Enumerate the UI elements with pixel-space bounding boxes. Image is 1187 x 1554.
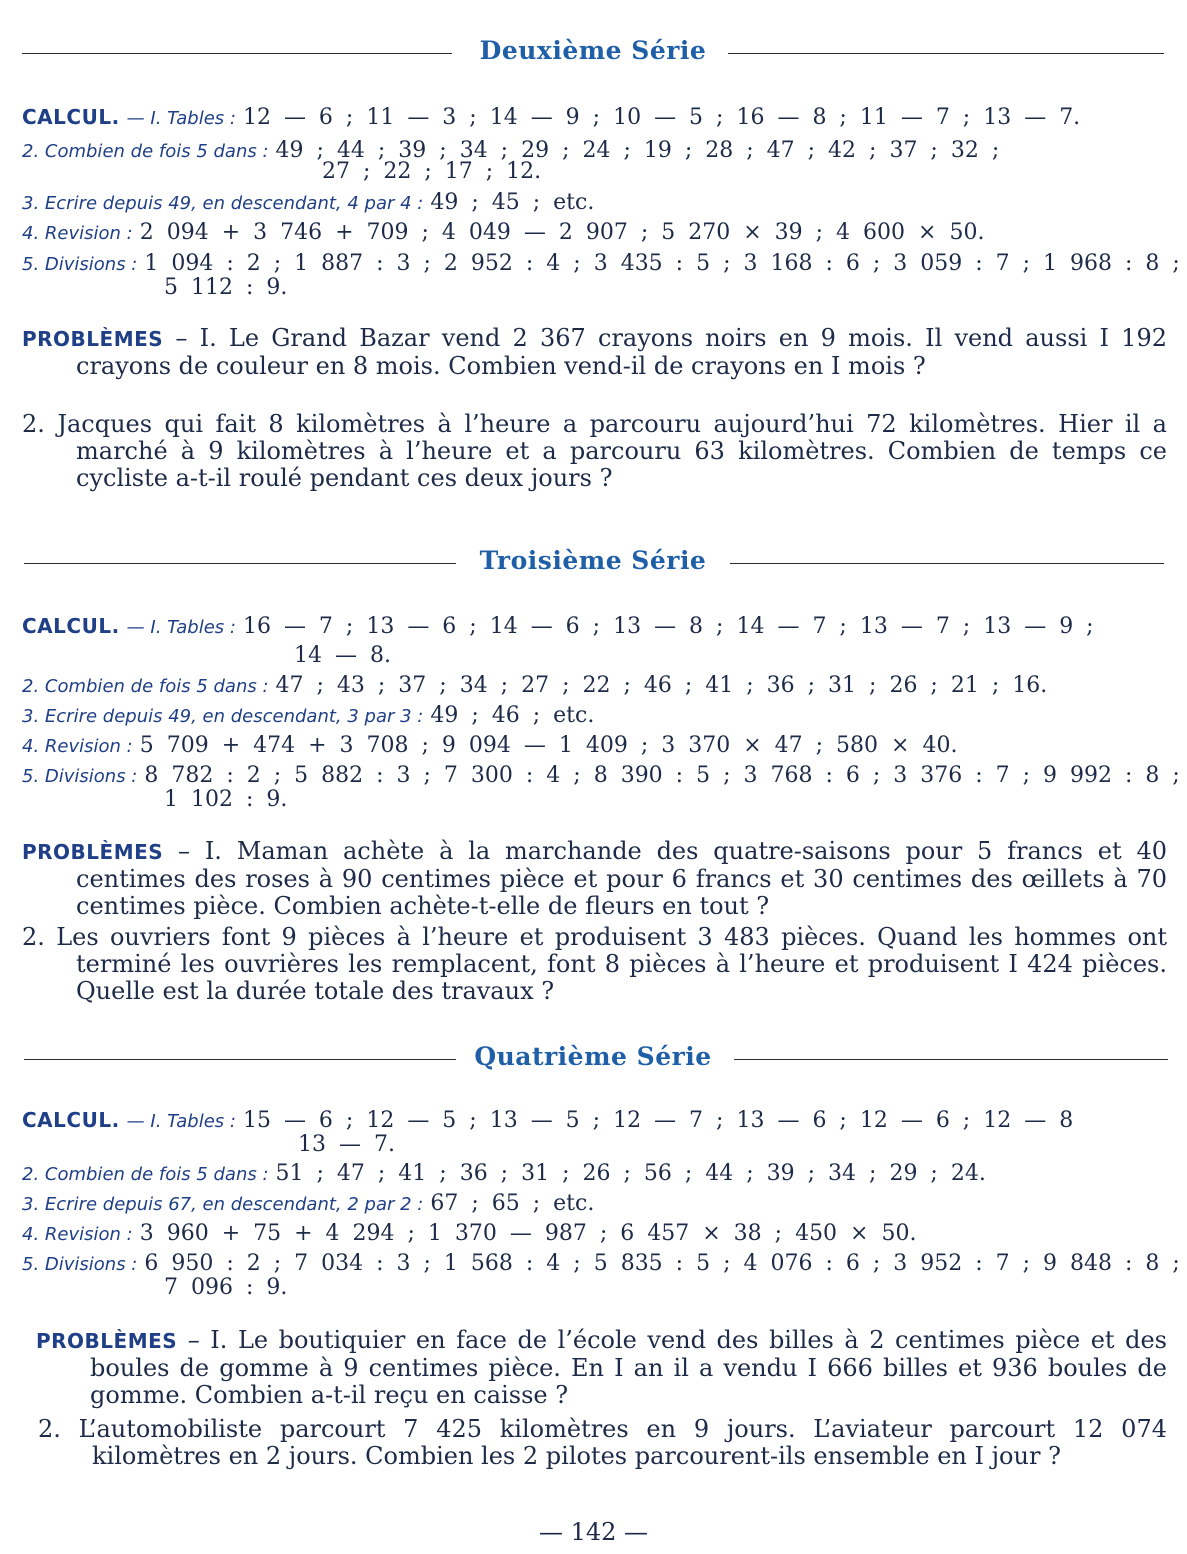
calc-line-ecrire [22, 1189, 1167, 1220]
exercise-values-continued: 27 ; 22 ; 17 ; 12. [322, 159, 542, 184]
section-title: Troisième Série [468, 546, 719, 575]
exercise-values: 16 — 7 ; 13 — 6 ; 14 — 6 ; 13 — 8 ; 14 — 7 ; 13 — 7 ; 13 — 9 ; [242, 614, 1094, 639]
exercise-values: 6 950 : 2 ; 7 034 : 3 ; 1 568 : 4 ; 5 835 : 5 ; 4 076 : 6 ; 3 952 : 7 ; 9 848 : 8 ; [144, 1251, 1180, 1276]
problems-label: PROBLÈMES [22, 327, 164, 351]
exercise-values: 47 ; 43 ; 37 ; 34 ; 27 ; 22 ; 46 ; 41 ; 36 ; 31 ; 26 ; 21 ; 16. [275, 673, 1048, 698]
calc-line-revision [22, 731, 1167, 762]
problem-text: Maman achète à la marchande des quatre-saisons pour 5 francs et 40 centimes des roses à 90 centimes pièce et pour 6 francs et 30 centimes des œillets à 70 centimes pièce. Combien achète-t-elle de fleurs en tout ? [76, 837, 1168, 920]
section-heading-deuxieme [22, 34, 1164, 74]
section-heading-troisieme [22, 544, 1164, 584]
exercise-values-continued: 5 112 : 9. [164, 275, 288, 300]
exercise-values: 12 — 6 ; 11 — 3 ; 14 — 9 ; 10 — 5 ; 16 — 8 ; 11 — 7 ; 13 — 7. [242, 105, 1081, 130]
section-title: Deuxième Série [468, 36, 719, 65]
problem-number: 2. [38, 1415, 61, 1443]
exercise-values: 49 ; 45 ; etc. [430, 190, 595, 215]
problem-2 [22, 411, 1167, 492]
calc-line-combien [22, 1159, 1167, 1190]
exercise-label: 3. Ecrire depuis 67, en descendant, 2 par 2 : [22, 1194, 424, 1215]
exercise-values-continued: 1 102 : 9. [164, 787, 288, 812]
calc-line-ecrire [22, 701, 1167, 732]
problem-text: L’automobiliste parcourt 7 425 kilomètres en 9 jours. L’aviateur parcourt 12 074 kilomètres en 2 jours. Combien les 2 pilotes parcourent-ils ensemble en I jour ? [78, 1415, 1167, 1470]
problem-number: 2. [22, 923, 45, 951]
calc-line-tables [22, 611, 1167, 643]
exercise-values: 3 960 + 75 + 4 294 ; 1 370 — 987 ; 6 457 × 38 ; 450 × 50. [139, 1221, 917, 1246]
exercise-values: 8 782 : 2 ; 5 882 : 3 ; 7 300 : 4 ; 8 390 : 5 ; 3 768 : 6 ; 3 376 : 7 ; 9 992 : 8 ; [144, 763, 1180, 788]
exercise-values-continued: 13 — 7. [298, 1132, 395, 1157]
calc-line-combien [22, 136, 1167, 167]
exercise-label: 2. Combien de fois 5 dans : [22, 141, 269, 162]
exercise-values: 15 — 6 ; 12 — 5 ; 13 — 5 ; 12 — 7 ; 13 — 6 ; 12 — 6 ; 12 — 8 [242, 1108, 1074, 1133]
problems-label: PROBLÈMES [22, 840, 164, 864]
calc-line-combien [22, 671, 1167, 702]
exercise-label: 5. Divisions : [22, 254, 138, 275]
problem-text: Le boutiquier en face de l’école vend des billes à 2 centimes pièce et des boules de gomme à 9 centimes pièce. En I an il a vendu I 666 billes et 936 boules de gomme. Combien a-t-il reçu en caisse ? [90, 1326, 1167, 1409]
exercise-label: 4. Revision : [22, 223, 133, 244]
calc-line-ecrire [22, 188, 1167, 219]
exercise-label: 4. Revision : [22, 736, 133, 757]
exercise-values: 1 094 : 2 ; 1 887 : 3 ; 2 952 : 4 ; 3 435 : 5 ; 3 168 : 6 ; 3 059 : 7 ; 1 968 : 8 ; [144, 251, 1180, 276]
calc-line-revision [22, 1219, 1167, 1250]
exercise-values: 2 094 + 3 746 + 709 ; 4 049 — 2 907 ; 5 270 × 39 ; 4 600 × 50. [139, 220, 985, 245]
problem-text: Jacques qui fait 8 kilomètres à l’heure a parcouru aujourd’hui 72 kilomètres. Hier il a marché à 9 kilomètres à l’heure et a parcouru 63 kilomètres. Combien de temps ce cycliste a-t-il roulé pendant ces deux jours ? [57, 410, 1167, 492]
section-title: Quatrième Série [462, 1042, 723, 1071]
problem-number: – I. [175, 324, 217, 352]
exercise-label: 4. Revision : [22, 1224, 133, 1245]
exercise-label: 2. Combien de fois 5 dans : [22, 1164, 269, 1185]
section-heading-quatrieme [22, 1040, 1164, 1080]
problem-2 [22, 1416, 1167, 1470]
exercise-values: 49 ; 44 ; 39 ; 34 ; 29 ; 24 ; 19 ; 28 ; 47 ; 42 ; 37 ; 32 ; [275, 138, 1000, 163]
problem-1 [22, 1327, 1167, 1409]
calc-line-revision [22, 218, 1167, 249]
calc-label: CALCUL. [22, 614, 120, 638]
exercise-label: 3. Ecrire depuis 49, en descendant, 3 par 3 : [22, 706, 424, 727]
problem-text: Le Grand Bazar vend 2 367 crayons noirs en 9 mois. Il vend aussi I 192 crayons de couleur en 8 mois. Combien vend-il de crayons en I mois ? [76, 324, 1167, 380]
exercise-label: 2. Combien de fois 5 dans : [22, 676, 269, 697]
exercise-label: — I. Tables : [126, 617, 236, 638]
exercise-values-continued: 14 — 8. [294, 643, 391, 668]
exercise-values: 5 709 + 474 + 3 708 ; 9 094 — 1 409 ; 3 370 × 47 ; 580 × 40. [139, 733, 958, 758]
calc-label: CALCUL. [22, 105, 120, 129]
problem-1 [22, 325, 1167, 380]
calc-line-tables [22, 102, 1167, 134]
problem-2 [22, 924, 1167, 1005]
problem-number: 2. [22, 410, 45, 438]
exercise-values: 67 ; 65 ; etc. [430, 1191, 595, 1216]
exercise-label: 5. Divisions : [22, 766, 138, 787]
page-number: — 142 — [538, 1518, 649, 1546]
calc-line-tables [22, 1105, 1167, 1137]
exercise-values: 51 ; 47 ; 41 ; 36 ; 31 ; 26 ; 56 ; 44 ; 39 ; 34 ; 29 ; 24. [275, 1161, 986, 1186]
exercise-label: — I. Tables : [126, 108, 236, 129]
exercise-label: — I. Tables : [126, 1111, 236, 1132]
exercise-label: 5. Divisions : [22, 1254, 138, 1275]
calc-label: CALCUL. [22, 1108, 120, 1132]
exercise-label: 3. Ecrire depuis 49, en descendant, 4 par 4 : [22, 193, 424, 214]
exercise-values-continued: 7 096 : 9. [164, 1275, 288, 1300]
exercise-values: 49 ; 46 ; etc. [430, 703, 595, 728]
problem-1 [22, 838, 1167, 920]
problems-label: PROBLÈMES [36, 1329, 178, 1353]
problem-number: – I. [187, 1326, 228, 1354]
problem-text: Les ouvriers font 9 pièces à l’heure et produisent 3 483 pièces. Quand les hommes ont terminé les ouvrières les remplacent, font 8 pièces à l’heure et produisent I 424 pièces. Quelle est la durée totale des travaux ? [56, 923, 1167, 1005]
problem-number: – I. [178, 837, 222, 865]
